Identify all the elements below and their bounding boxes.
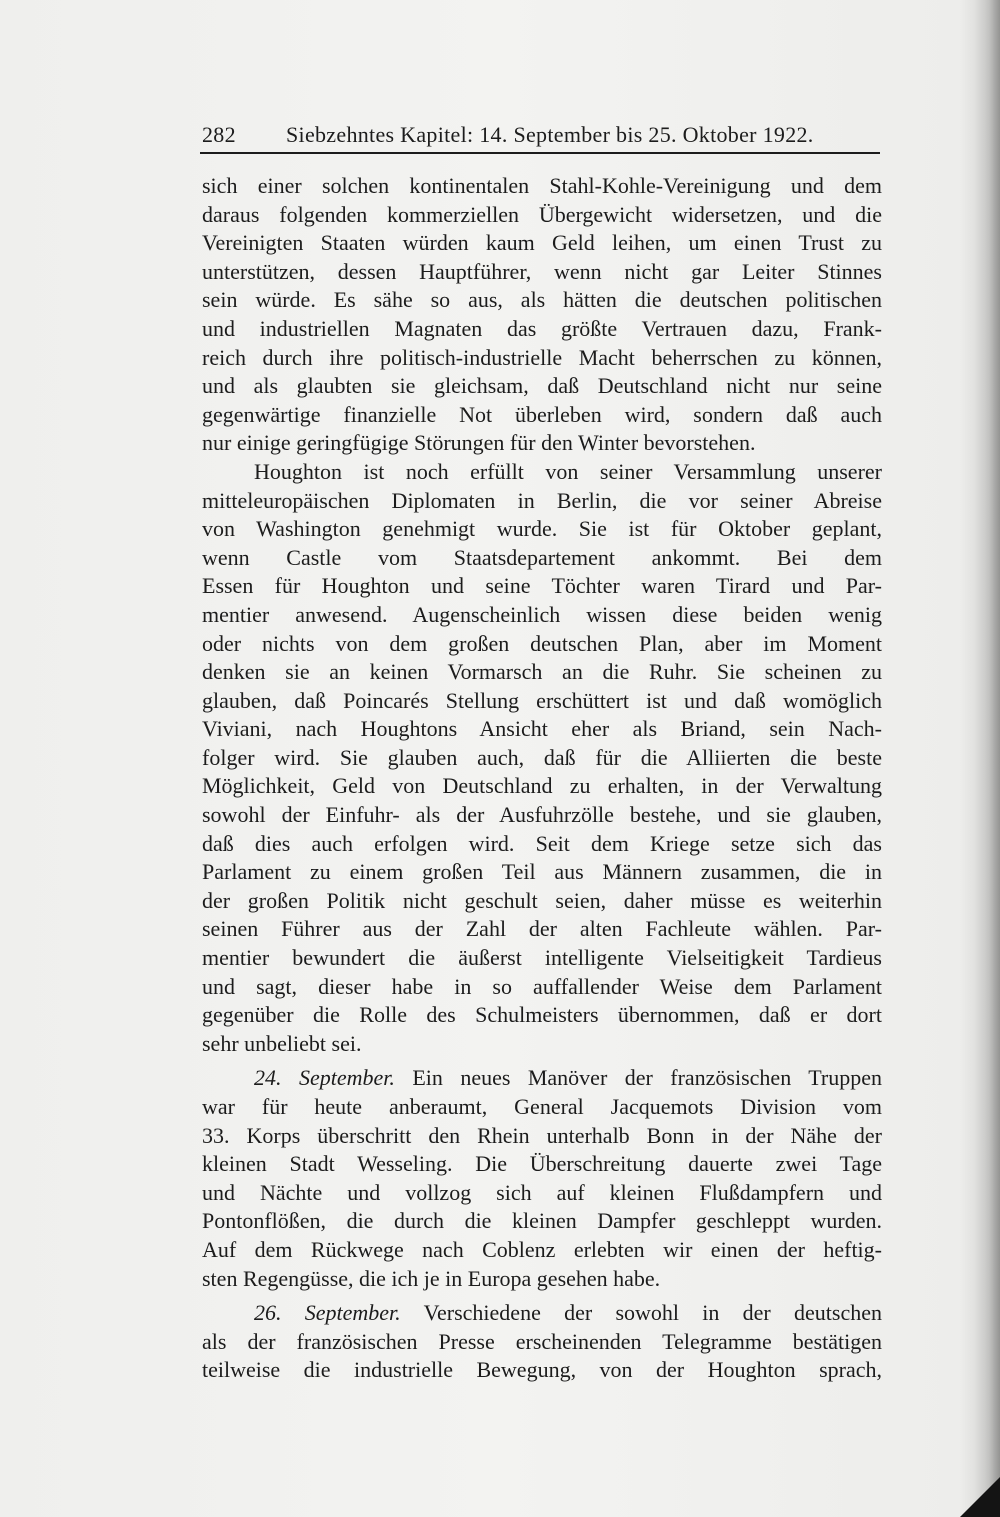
- text-line: daß dies auch erfolgen wird. Seit dem Kriege setze sich das: [202, 830, 882, 856]
- text-line: und Nächte und vollzog sich auf kleinen Flußdampfern und: [202, 1179, 882, 1205]
- text-line: Parlament zu einem großen Teil aus Männern zusammen, die in: [202, 859, 882, 885]
- text-line: mitteleuropäischen Diplomaten in Berlin, die vor seiner Abreise: [202, 487, 882, 513]
- paragraph-1: [202, 172, 882, 458]
- text-line: kleinen Stadt Wesseling. Die Überschreitung dauerte zwei Tage: [202, 1151, 882, 1177]
- text-line: und als glaubten sie gleichsam, daß Deutschland nicht nur seine: [202, 373, 882, 399]
- text-line: sowohl der Einfuhr- als der Ausfuhrzölle bestehe, und sie glauben,: [202, 802, 882, 828]
- text-line: Möglichkeit, Geld von Deutschland zu erhalten, in der Verwaltung: [202, 773, 882, 799]
- text-line: oder nichts von dem großen deutschen Plan, aber im Moment: [202, 630, 882, 656]
- text-line: war für heute anberaumt, General Jacquemots Division vom: [202, 1094, 882, 1119]
- page-edge-shadow: [974, 0, 1000, 1517]
- text-line: seinen Führer aus der Zahl der alten Fachleute wählen. Par-: [202, 916, 882, 942]
- diary-entry-24-september: [202, 1064, 882, 1293]
- text-line: unterstützen, dessen Hauptführer, wenn nicht gar Leiter Stinnes: [202, 258, 882, 284]
- text-line: sich einer solchen kontinentalen Stahl-Kohle-Vereinigung und dem: [202, 173, 882, 198]
- text-line: Pontonflößen, die durch die kleinen Dampfer geschleppt wurden.: [202, 1208, 882, 1234]
- text-line: reich durch ihre politisch-industrielle Macht beherrschen zu können,: [202, 344, 882, 370]
- text-line: gegenüber die Rolle des Schulmeisters übernommen, daß er dort: [202, 1002, 882, 1028]
- text-line: Viviani, nach Houghtons Ansicht eher als Briand, sein Nach-: [202, 716, 882, 742]
- entry-date: 24. September.: [254, 1065, 395, 1091]
- text-line: nur einige geringfügige Störungen für den Winter bevorstehen.: [202, 430, 756, 456]
- entry-first-line: Verschiedene der sowohl in der deutschen: [423, 1300, 882, 1326]
- running-title: Siebzehntes Kapitel: 14. September bis 25. Oktober 1922.: [286, 122, 814, 147]
- page-header: [202, 122, 878, 152]
- text-line: Auf dem Rückwege nach Coblenz erlebten wir einen der heftig-: [202, 1236, 882, 1262]
- scan-corner-mark: [960, 1477, 1000, 1517]
- text-line: denken sie an keinen Vormarsch an die Ruhr. Sie scheinen zu: [202, 659, 882, 685]
- text-line: [202, 1299, 882, 1328]
- text-line: Vereinigten Staaten würden kaum Geld leihen, um einen Trust zu: [202, 230, 882, 256]
- text-line: teilweise die industrielle Bewegung, von der Houghton sprach,: [202, 1357, 882, 1383]
- text-line: der großen Politik nicht geschult seien, daher müsse es weiterhin: [202, 887, 882, 913]
- body-text: [202, 172, 882, 1385]
- text-line: und industriellen Magnaten das größte Vertrauen dazu, Frank-: [202, 315, 882, 341]
- text-line: sten Regengüsse, die ich je in Europa gesehen habe.: [202, 1265, 661, 1291]
- text-line: 33. Korps überschritt den Rhein unterhalb Bonn in der Nähe der: [202, 1122, 882, 1148]
- text-line: sein würde. Es sähe so aus, als hätten die deutschen politischen: [202, 287, 882, 313]
- text-line: Houghton ist noch erfüllt von seiner Versammlung unserer: [254, 458, 882, 484]
- entry-first-line: Ein neues Manöver der französischen Truppen: [412, 1065, 883, 1091]
- text-line: wenn Castle vom Staatsdepartement ankommt. Bei dem: [202, 544, 882, 570]
- text-line: glauben, daß Poincarés Stellung erschüttert ist und daß womöglich: [202, 687, 882, 713]
- diary-entry-26-september: [202, 1299, 882, 1385]
- header-rule: [200, 152, 880, 154]
- page-number: 282: [202, 122, 236, 147]
- text-line: von Washington genehmigt wurde. Sie ist für Oktober geplant,: [202, 516, 882, 542]
- text-line: Essen für Houghton und seine Töchter waren Tirard und Par-: [202, 573, 882, 599]
- text-line: [202, 1064, 882, 1093]
- text-line: mentier bewundert die äußerst intelligente Vielseitigkeit Tardieus: [202, 945, 882, 971]
- text-line: als der französischen Presse erscheinenden Telegramme bestätigen: [202, 1328, 882, 1354]
- text-line: folger wird. Sie glauben auch, daß für die Alliierten die beste: [202, 744, 882, 770]
- text-line: daraus folgenden kommerziellen Übergewicht widersetzen, und die: [202, 201, 882, 227]
- text-line: mentier anwesend. Augenscheinlich wissen diese beiden wenig: [202, 601, 882, 627]
- text-line: und sagt, dieser habe in so auffallender Weise dem Parlament: [202, 973, 882, 999]
- text-line: sehr unbeliebt sei.: [202, 1030, 362, 1056]
- paragraph-2: [202, 458, 882, 1058]
- entry-date: 26. September.: [254, 1300, 401, 1326]
- text-line: gegenwärtige finanzielle Not überleben wird, sondern daß auch: [202, 401, 882, 427]
